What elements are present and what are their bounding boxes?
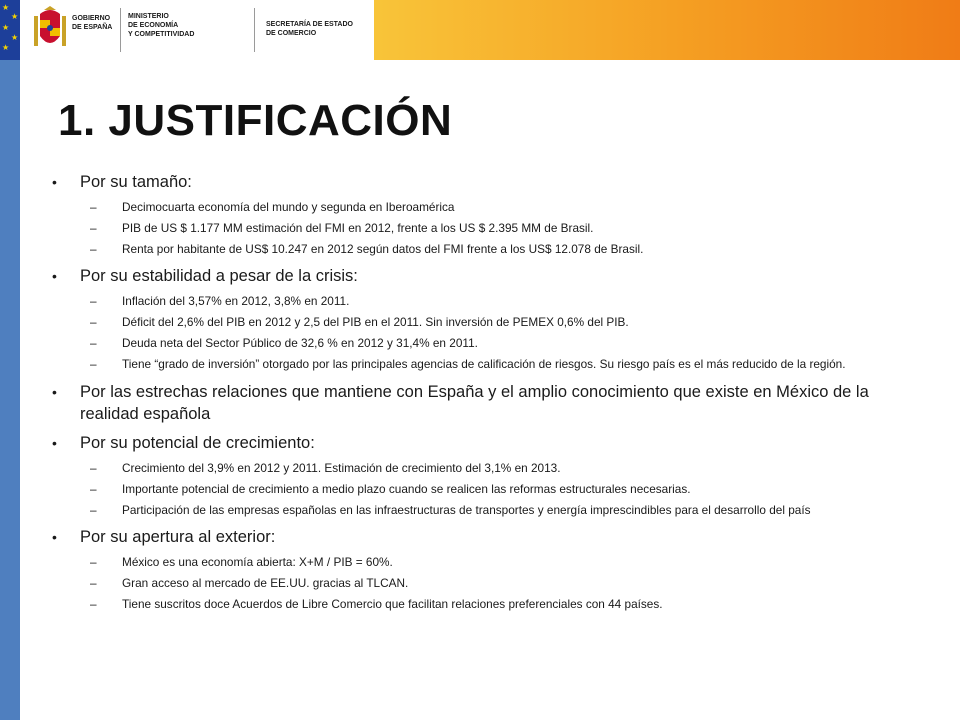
logo-panel xyxy=(20,0,374,60)
bullet-icon: • xyxy=(52,268,57,284)
list-item: – Inflación del 3,57% en 2012, 3,8% en 2011. xyxy=(90,294,350,308)
dash-icon: – xyxy=(90,294,97,308)
list-item: – Tiene “grado de inversión” otorgado por las principales agencias de calificación de riesgos. Su riesgo país es el más reducido de la región. xyxy=(90,357,846,371)
dash-icon: – xyxy=(90,200,97,214)
secretaria-name: SECRETARÍA DE ESTADO DE COMERCIO xyxy=(266,21,353,37)
government-name: GOBIERNO DE ESPAÑA xyxy=(72,15,113,31)
left-sidebar-strip xyxy=(0,60,20,720)
bullet-icon: • xyxy=(52,435,57,451)
section-heading: • Por su apertura al exterior: xyxy=(52,528,276,546)
section-heading: • Por su tamaño: xyxy=(52,173,192,191)
list-item: – Tiene suscritos doce Acuerdos de Libre Comercio que facilitan relaciones preferenciales con 44 países. xyxy=(90,597,663,611)
dash-icon: – xyxy=(90,597,97,611)
slide-content xyxy=(52,172,912,613)
dash-icon: – xyxy=(90,482,97,496)
dash-icon: – xyxy=(90,336,97,350)
logo-divider xyxy=(254,8,255,52)
dash-icon: – xyxy=(90,315,97,329)
list-item: – Deuda neta del Sector Público de 32,6 % en 2012 y 31,4% en 2011. xyxy=(90,336,478,350)
list-item: – Déficit del 2,6% del PIB en 2012 y 2,5 del PIB en el 2011. Sin inversión de PEMEX 0,6% del PIB. xyxy=(90,315,629,329)
dash-icon: – xyxy=(90,503,97,517)
eu-flag-icon: ★ ★ ★ ★ ★ xyxy=(0,0,20,60)
ministry-name: MINISTERIO DE ECONOMÍA Y COMPETITIVIDAD xyxy=(128,13,195,38)
dash-icon: – xyxy=(90,242,97,256)
list-item: – Crecimiento del 3,9% en 2012 y 2011. Estimación de crecimiento del 3,1% en 2013. xyxy=(90,461,561,475)
list-item: – PIB de US $ 1.177 MM estimación del FMI en 2012, frente a los US $ 2.395 MM de Brasil. xyxy=(90,221,594,235)
bullet-icon: • xyxy=(52,384,57,400)
dash-icon: – xyxy=(90,357,97,371)
list-item: – Participación de las empresas españolas en las infraestructuras de transportes y energía imprescindibles para el desarrollo del país xyxy=(90,503,811,517)
spain-coat-of-arms-icon xyxy=(32,6,68,52)
section-heading: • Por su estabilidad a pesar de la crisis: xyxy=(52,267,358,285)
dash-icon: – xyxy=(90,461,97,475)
logo-divider xyxy=(120,8,121,52)
list-item: – Decimocuarta economía del mundo y segunda en Iberoamérica xyxy=(90,200,455,214)
section-heading: • Por su potencial de crecimiento: xyxy=(52,434,315,452)
list-item: – Gran acceso al mercado de EE.UU. gracias al TLCAN. xyxy=(90,576,409,590)
dash-icon: – xyxy=(90,221,97,235)
list-item: – México es una economía abierta: X+M / PIB = 60%. xyxy=(90,555,393,569)
dash-icon: – xyxy=(90,555,97,569)
list-item: – Renta por habitante de US$ 10.247 en 2012 según datos del FMI frente a los US$ 12.078 de Brasil. xyxy=(90,242,644,256)
list-item: – Importante potencial de crecimiento a medio plazo cuando se realicen las reformas estructurales necesarias. xyxy=(90,482,691,496)
section-heading: • Por las estrechas relaciones que mantiene con España y el amplio conocimiento que existe en México de la realidad española xyxy=(52,383,869,423)
header-banner xyxy=(0,0,960,60)
page-title: 1. JUSTIFICACIÓN xyxy=(58,96,453,145)
bullet-icon: • xyxy=(52,174,57,190)
bullet-icon: • xyxy=(52,529,57,545)
dash-icon: – xyxy=(90,576,97,590)
